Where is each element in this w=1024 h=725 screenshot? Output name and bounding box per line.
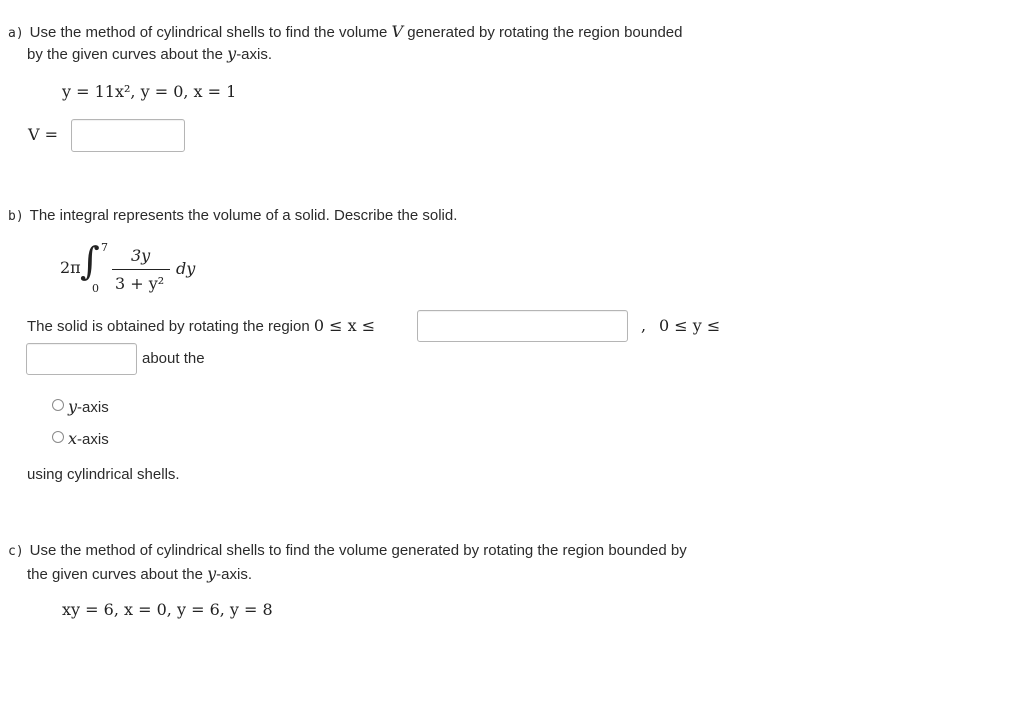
- axis-variable: y: [227, 44, 237, 63]
- integral-sign: ∫: [80, 239, 100, 283]
- volume-variable: V: [391, 22, 404, 41]
- volume-answer-input[interactable]: [71, 119, 185, 152]
- integrand-numerator: 3y: [131, 246, 151, 265]
- solid-description-sentence: [27, 316, 375, 335]
- x-axis-option-label[interactable]: x-axis: [68, 429, 109, 448]
- solid-description-before: The solid is obtained by rotating the region: [27, 318, 310, 335]
- part-a-question-line2: [27, 44, 272, 63]
- integral-coefficient: 2π: [60, 258, 81, 277]
- about-the-text: about the: [142, 350, 205, 367]
- part-b-question: [8, 207, 457, 224]
- y-axis-radio[interactable]: [52, 399, 64, 411]
- part-a-prompt-line1-after: generated by rotating the region bounded: [407, 24, 683, 41]
- part-a-equations-text: y = 11x², y = 0, x = 1: [62, 82, 237, 101]
- part-a-prompt-line2-before: by the given curves about the: [27, 46, 223, 63]
- part-c-axis-variable: y: [207, 564, 217, 583]
- part-c-prompt-line1: Use the method of cylindrical shells to find the volume generated by rotating the region bounded by: [29, 542, 687, 559]
- part-c-equations: [62, 600, 273, 619]
- fraction-bar: [112, 269, 170, 270]
- part-a-prompt-line2-after: -axis.: [236, 46, 273, 63]
- part-a-question: [8, 22, 682, 41]
- part-c-question-line2: [27, 564, 252, 583]
- y-upper-bound-input[interactable]: [26, 343, 137, 375]
- x-upper-bound-input[interactable]: [417, 310, 628, 342]
- part-b-closing: using cylindrical shells.: [27, 466, 180, 483]
- part-a-prompt-line1-before: Use the method of cylindrical shells to find the volume: [29, 24, 388, 41]
- x-axis-radio[interactable]: [52, 431, 64, 443]
- integral-differential: dy: [176, 259, 196, 278]
- part-c-equations-text: xy = 6, x = 0, y = 6, y = 8: [62, 600, 273, 619]
- part-b-letter: b): [8, 209, 24, 224]
- y-axis-option-label[interactable]: y-axis: [68, 397, 109, 416]
- integral-lower-limit: 0: [92, 282, 99, 295]
- region-y-bounds: 0 ≤ y ≤: [659, 316, 721, 335]
- integral-upper-limit: 7: [101, 241, 108, 254]
- region-separator-comma: ,: [641, 316, 647, 335]
- volume-answer-label: [28, 125, 58, 144]
- part-c-prompt-line2-after: -axis.: [216, 566, 253, 583]
- part-a-letter: a): [8, 26, 24, 41]
- volume-answer-label-text: V =: [28, 125, 59, 144]
- part-c-prompt-line2-before: the given curves about the: [27, 566, 203, 583]
- part-c-letter: c): [8, 544, 24, 559]
- integrand-denominator: 3 + y²: [115, 274, 165, 293]
- part-b-prompt: The integral represents the volume of a solid. Describe the solid.: [29, 207, 458, 224]
- part-a-equations: [62, 82, 236, 101]
- part-c-question: [8, 542, 687, 559]
- region-x-bounds: 0 ≤ x ≤: [313, 316, 376, 335]
